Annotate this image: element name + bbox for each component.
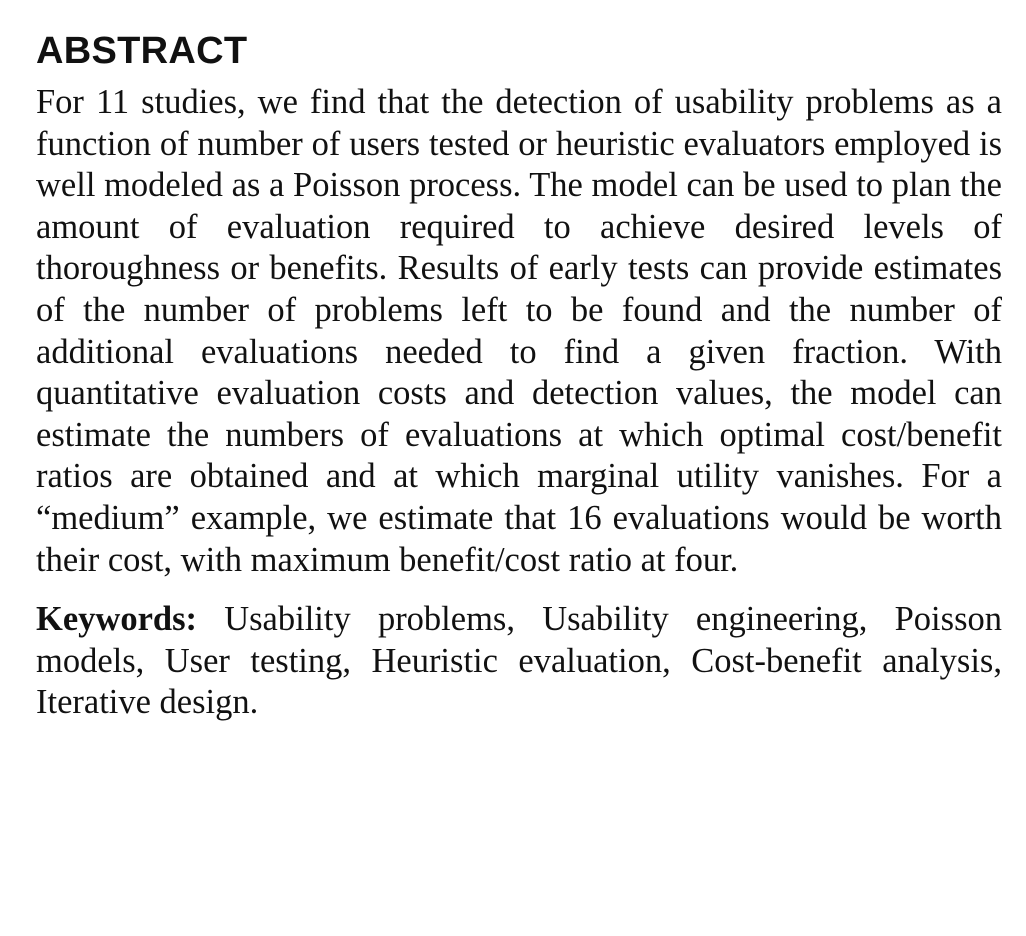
keywords-label: Keywords: xyxy=(36,600,197,639)
keywords-text: Usability problems, Usability engineering, Poisson models, User testing, Heuristic evaluation, Cost-benefit analysis, Iterative design. xyxy=(36,600,1002,722)
abstract-body: For 11 studies, we find that the detection of usability problems as a function of number of users tested or heuristic evaluators employed is well modeled as a Poisson process. The model can be used to plan the amount of evaluation required to achieve desired levels of thoroughness or benefits. Results of early tests can provide estimates of the number of problems left to be found and the number of additional evaluations needed to find a given fraction. With quantitative evaluation costs and detection values, the model can estimate the numbers of evaluations at which optimal cost/benefit ratios are obtained and at which marginal utility vanishes. For a “medium” example, we estimate that 16 evaluations would be worth their cost, with maximum benefit/cost ratio at four. xyxy=(36,83,1002,579)
abstract-section xyxy=(36,26,1002,724)
abstract-heading: ABSTRACT xyxy=(36,30,248,72)
keywords-paragraph xyxy=(36,599,1002,724)
